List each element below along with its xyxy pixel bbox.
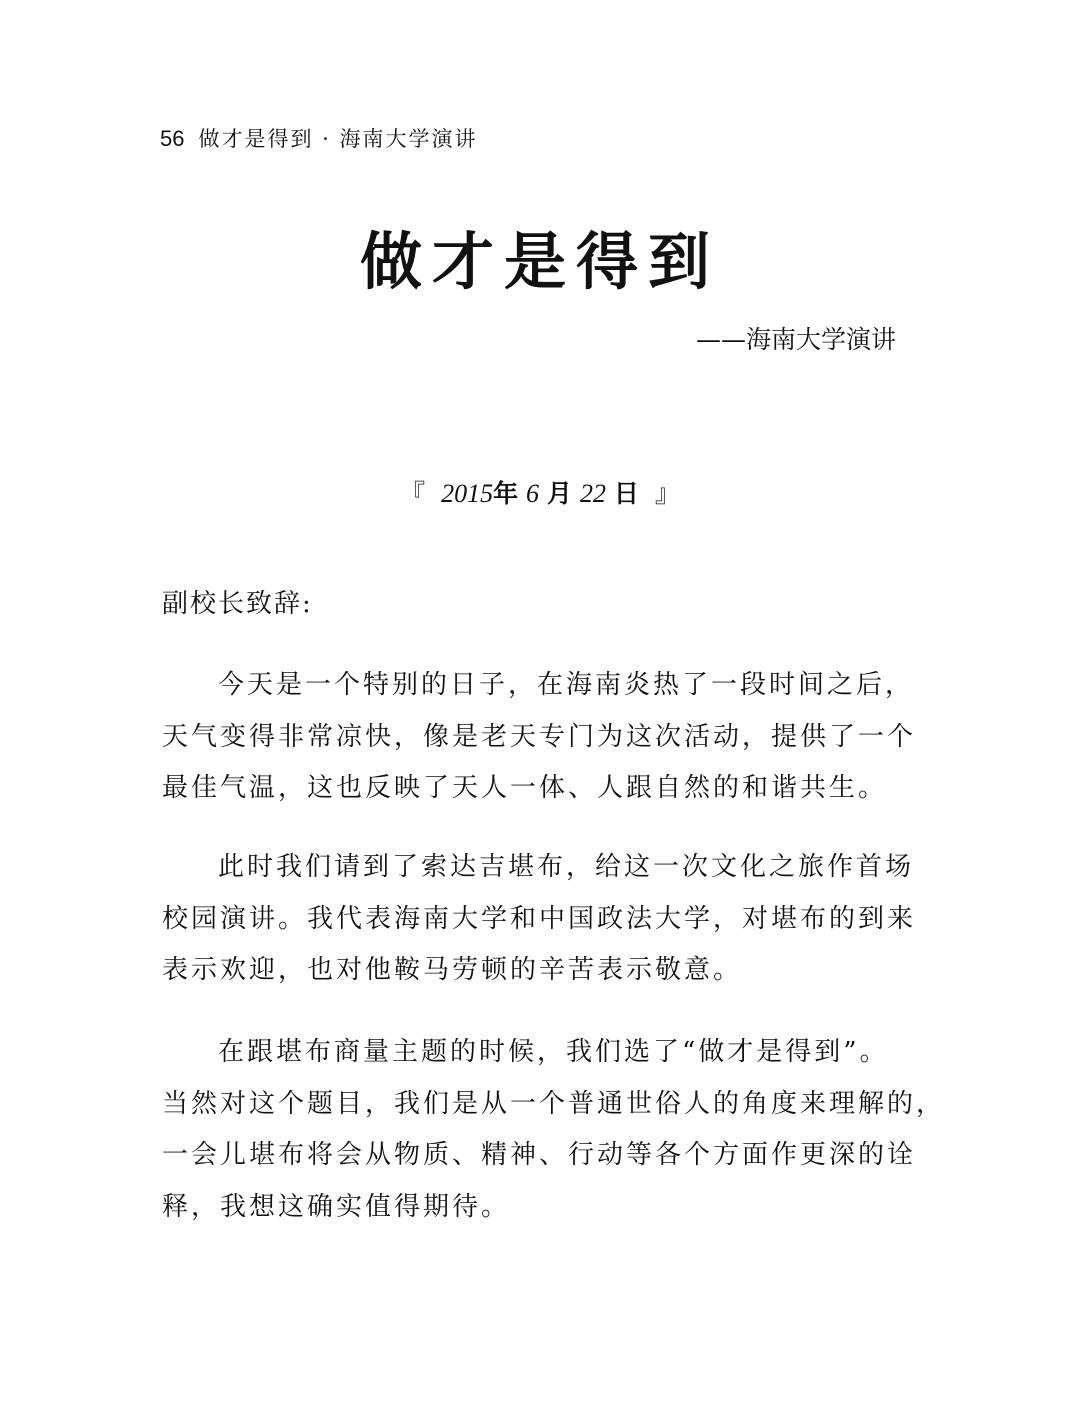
- body-paragraph: [162, 1027, 946, 1233]
- paragraph-line: 当然对这个题目，我们是从一个普通世俗人的角度来理解的，: [162, 1088, 946, 1119]
- paragraph-line: 一会儿堪布将会从物质、精神、行动等各个方面作更深的诠: [162, 1140, 917, 1170]
- date-month: 6: [526, 479, 540, 508]
- paragraph-line: 释，我想这确实值得期待。: [162, 1191, 511, 1222]
- running-header: [160, 124, 478, 154]
- chapter-subtitle: ——海南大学演讲: [695, 325, 896, 354]
- page-number: 56: [160, 126, 185, 151]
- running-title: 做才是得到 · 海南大学演讲: [198, 127, 478, 151]
- date-day-unit: 日: [613, 479, 639, 508]
- date-day: 22: [579, 479, 606, 508]
- date-year: 2015: [441, 479, 494, 508]
- date-month-unit: 月: [546, 479, 572, 508]
- paragraph-line: 校园演讲。我代表海南大学和中国政法大学，对堪布的到来: [162, 903, 917, 934]
- speaker-heading: 副校长致辞:: [162, 589, 313, 619]
- paragraph-line: 今天是一个特别的日子，在海南炎热了一段时间之后，: [218, 670, 915, 700]
- chapter-title: 做才是得到: [359, 225, 720, 298]
- paragraph-line: 此时我们请到了索达吉堪布，给这一次文化之旅作首场: [218, 852, 915, 882]
- date-open-bracket: 『: [400, 479, 426, 508]
- paragraph-line: 天气变得非常凉快，像是老天专门为这次活动，提供了一个: [162, 721, 917, 752]
- body-paragraph: [162, 660, 922, 815]
- paragraph-line: 最佳气温，这也反映了天人一体、人跟自然的和谐共生。: [162, 773, 888, 803]
- paragraph-line: 表示欢迎，也对他鞍马劳顿的辛苦表示敬意。: [162, 955, 743, 985]
- date-close-bracket: 』: [654, 479, 680, 508]
- date-line: [0, 476, 1080, 512]
- date-year-unit: 年: [493, 479, 519, 508]
- paragraph-line: 在跟堪布商量主题的时候，我们选了“做才是得到”。: [218, 1037, 889, 1067]
- body-paragraph: [162, 842, 922, 997]
